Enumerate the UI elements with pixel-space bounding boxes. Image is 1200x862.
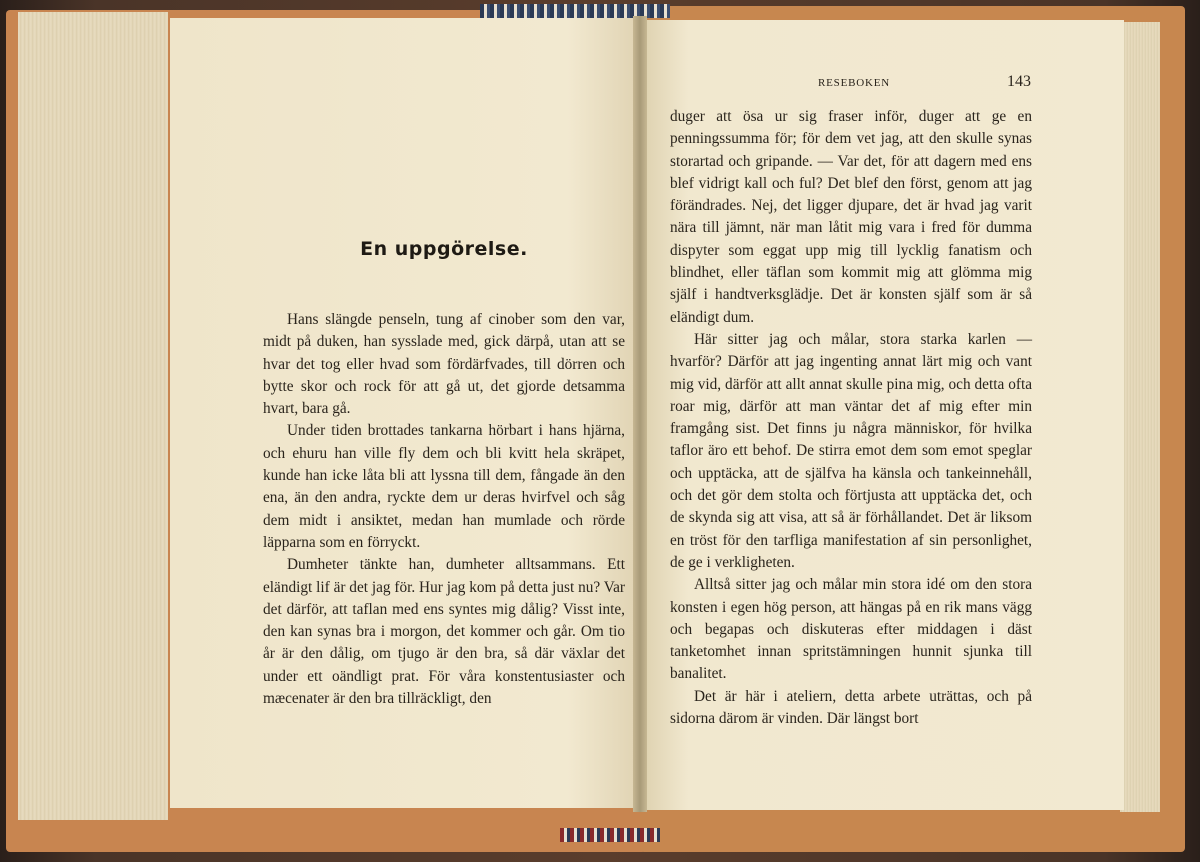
page-number: 143 [1007, 73, 1031, 90]
page-edges-left [18, 12, 168, 820]
right-page-body [670, 106, 1032, 730]
paragraph: Det är här i ateliern, detta arbete uträttas, och på sidorna därom är vinden. Där längst bort [670, 687, 1032, 728]
running-head: RESEBOKEN [818, 77, 890, 89]
paragraph: Här sitter jag och målar, stora starka karlen — hvarför? Därför att jag ingenting annat lärt mig och vant mig vid, därför att allt annat skulle pina mig, och detta ofta roar mig, därför att man väntar det af mig efter min framgång sist. Det finns ju några människor, för hvilka taflor äro ett behof. De stirra emot dem som emot speglar och upptäcka, att de själfva ha känsla och tankeinnehåll, och det gör dem stolta och förtjusta att upptäcka det, och de skynda sig att visa, att så är förhållandet. Det är liksom en tröst för den tarfliga manifestation af sin personlighet, de ge i verkligheten. [670, 330, 1032, 571]
paragraph: Under tiden brottades tankarna hörbart i hans hjärna, och ehuru han ville fly dem och bli kvitt hela skräpet, kunde han icke låta bli att lyssna till dem, fångade än den ena, än den andra, ryckte dem ur deras hvirfvel och såg dem midt i ansiktet, medan han mumlade och rörde läpparna som en förryckt. [263, 422, 625, 551]
headband-bottom [560, 828, 660, 842]
paragraph: duger att ösa ur sig fraser inför, duger att ge en penningssumma för; för dem vet jag, att den skulle synas storartad och gripande. — Var det, för att dagern med ens blef vidrigt kall och ful? Det blef den först, genom att jag förändrades. Nej, det ligger djupare, det är hvad jag varit nära till jämnt, när man låtit mig vara i fred för dumma dispyter som eggat upp mig till lycklig fanatism och blindhet, eller täflan som kommit mig att glömma mig själf i handtverksglädje. Det är konsten själf som är så eländigt dum. [670, 108, 1032, 326]
book-gutter [633, 16, 647, 812]
paragraph: Alltså sitter jag och målar min stora idé om den stora konsten i egen hög person, att hängas på en rik mans vägg och begapas och diskuteras efter middagen i däst tanketomhet innan spritstämningen hunnit sjunka till banalitet. [670, 576, 1032, 683]
paragraph: Hans slängde penseln, tung af cinober som den var, midt på duken, han sysslade med, gick därpå, utan att se hvar det tog eller hvad som fördärfvades, till dörren och bytte skor och rock för att gå ut, det gjorde detsamma hvart, bara gå. [263, 311, 625, 418]
paragraph: Dumheter tänkte han, dumheter alltsammans. Ett eländigt lif är det jag för. Hur jag kom på detta just nu? Var det därför, att taflan med ens syntes mig dålig? Visst inte, den kan synas bra i morgon, det kommer och går. Om tio år är den dålig, om tjugo är den bra, så där växlar det under ett oändligt prat. För våra konstentusiaster och mæcenater är den bra tillräckligt, den [263, 556, 625, 708]
left-page-body [263, 309, 625, 710]
page-edges-right [1120, 22, 1160, 812]
chapter-title: En uppgörelse. [360, 238, 528, 260]
